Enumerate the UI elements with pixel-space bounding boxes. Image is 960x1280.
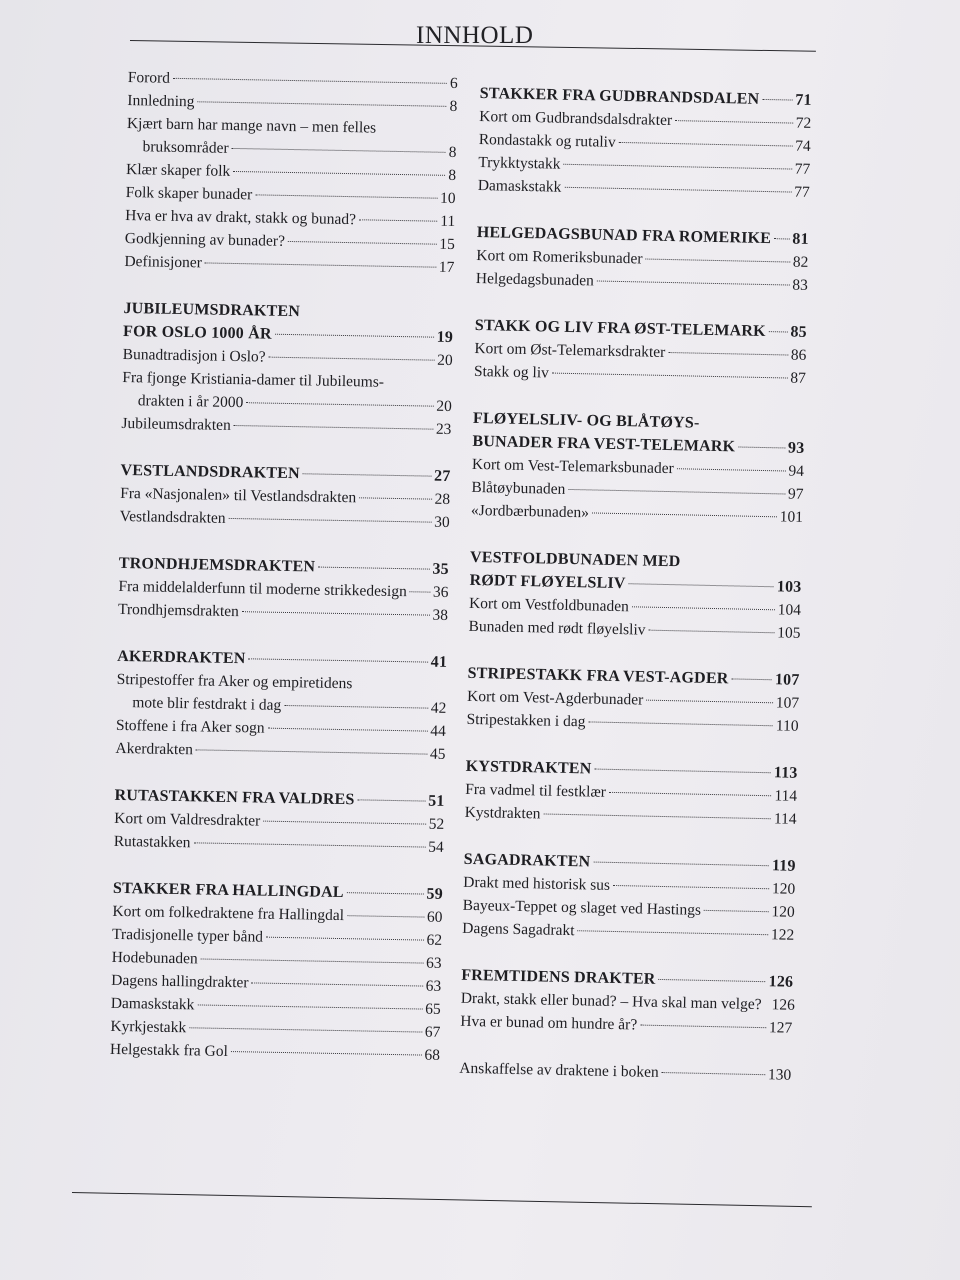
section-page: 19 bbox=[436, 328, 454, 347]
toc-entry-page: 20 bbox=[436, 397, 452, 415]
toc-entry-page: 17 bbox=[438, 258, 455, 277]
dot-leader bbox=[201, 958, 423, 963]
toc-entry-title: Godkjenning av bunader? bbox=[124, 229, 286, 250]
toc-entry-title: Drakt, stakk eller bunad? – Hva skal man velge? bbox=[460, 989, 762, 1014]
section-page: 27 bbox=[433, 467, 451, 485]
section-title: TRONDHJEMSDRAKTEN bbox=[118, 554, 316, 576]
toc-entry-title: Kort om Gudbrandsdalsdrakter bbox=[479, 107, 673, 130]
toc-entry-title: Stripestakken i dag bbox=[466, 710, 586, 731]
dot-leader bbox=[645, 259, 789, 263]
dot-leader bbox=[229, 518, 432, 523]
dot-leader bbox=[563, 164, 791, 170]
toc-entry-page: 63 bbox=[425, 954, 442, 972]
toc-entry-page: 72 bbox=[795, 114, 812, 132]
section-page: 126 bbox=[768, 973, 794, 991]
dot-leader bbox=[189, 1027, 422, 1032]
section-page: 119 bbox=[771, 857, 796, 875]
toc-entry-title-line1: Fra fjonge Kristiania-damer til Jubileums- bbox=[122, 368, 385, 391]
section-title-line1: JUBILEUMSDRAKTEN bbox=[123, 299, 301, 321]
toc-entry-title: Bunadtradisjon i Oslo? bbox=[122, 345, 266, 366]
dot-leader bbox=[594, 769, 770, 774]
dot-leader bbox=[762, 99, 792, 101]
dot-leader bbox=[774, 238, 789, 239]
dot-leader bbox=[552, 373, 788, 379]
toc-entry-page: 114 bbox=[774, 787, 798, 805]
toc-entry-title: Innledning bbox=[127, 91, 195, 111]
section-title: STAKK OG LIV FRA ØST-TELEMARK bbox=[474, 316, 766, 341]
toc-entry-title: Bunaden med rødt fløyelsliv bbox=[468, 617, 646, 639]
toc-entry-page: 30 bbox=[434, 513, 450, 531]
toc-entry-title: mote blir festdrakt i dag bbox=[132, 694, 282, 714]
toc-entry-title-line1: Stripestoffer fra Aker og empiretidens bbox=[116, 670, 353, 693]
toc-entry-page: 36 bbox=[432, 583, 449, 601]
dot-leader bbox=[675, 120, 793, 123]
toc-right-column bbox=[459, 82, 812, 1087]
section-title: BUNADER FRA VEST-TELEMARK bbox=[472, 432, 736, 456]
dot-leader bbox=[677, 468, 786, 471]
section-title: STRIPESTAKK FRA VEST-AGDER bbox=[467, 664, 729, 688]
toc-entry-page: 82 bbox=[792, 253, 809, 271]
toc-entry-page: 68 bbox=[424, 1046, 441, 1064]
toc-entry-page: 110 bbox=[775, 717, 799, 735]
toc-entry-page: 54 bbox=[428, 838, 444, 856]
toc-entry-title: bruksområder bbox=[142, 138, 229, 157]
toc-entry-page: 120 bbox=[771, 880, 796, 898]
dot-leader bbox=[193, 842, 425, 847]
toc-entry-title: Kort om Vest-Agderbunader bbox=[466, 687, 644, 709]
toc-entry-page: 127 bbox=[768, 1019, 793, 1037]
dot-leader bbox=[543, 813, 771, 819]
toc-entry-title: Hva er hva av drakt, stakk og bunad? bbox=[125, 206, 357, 229]
section-title: FOR OSLO 1000 ÅR bbox=[122, 322, 272, 343]
toc-entry-title: Folk skaper bunader bbox=[125, 183, 253, 204]
dot-leader bbox=[205, 262, 436, 267]
section-title: STAKKER FRA HALLINGDAL bbox=[112, 879, 344, 902]
dot-leader bbox=[619, 142, 793, 147]
toc-entry-page: 38 bbox=[432, 606, 449, 624]
bottom-rule bbox=[72, 1192, 812, 1207]
dot-leader bbox=[232, 148, 446, 153]
dot-leader bbox=[173, 78, 447, 84]
dot-leader bbox=[275, 334, 434, 338]
dot-leader bbox=[668, 352, 788, 356]
dot-leader bbox=[564, 187, 791, 193]
toc-entry-title: Vestlandsdrakten bbox=[119, 507, 226, 527]
toc-entry-page: 101 bbox=[779, 508, 804, 526]
dot-leader bbox=[196, 749, 427, 754]
dot-leader bbox=[609, 792, 772, 796]
toc-entry-page: 126 bbox=[771, 996, 796, 1014]
dot-leader bbox=[629, 583, 774, 587]
dot-leader bbox=[613, 885, 769, 889]
toc-entry-title: Helgestakk fra Gol bbox=[109, 1040, 229, 1060]
toc-entry-title: Fra middelalderfunn til moderne strikkedesign bbox=[118, 577, 407, 601]
section-page: 85 bbox=[790, 323, 808, 341]
toc-entry-title: Rondastakk og rutaliv bbox=[478, 130, 616, 151]
dot-leader bbox=[231, 1051, 422, 1055]
dot-leader bbox=[255, 194, 437, 198]
dot-leader bbox=[242, 611, 430, 615]
toc-entry-page: 11 bbox=[440, 212, 456, 231]
toc-entry-page: 28 bbox=[434, 490, 451, 508]
toc-entry-page: 77 bbox=[794, 183, 810, 201]
toc-entry-page: 52 bbox=[428, 815, 445, 833]
dot-leader bbox=[318, 567, 429, 570]
dot-leader bbox=[268, 728, 428, 732]
toc-entry-page: 120 bbox=[771, 903, 795, 921]
toc-entry-title: Kort om folkedraktene fra Hallingdal bbox=[112, 902, 345, 925]
dot-leader bbox=[578, 930, 768, 935]
dot-leader bbox=[347, 892, 424, 894]
toc-entry-title: Drakt med historisk sus bbox=[463, 873, 611, 894]
section-title-line1: FLØYELSLIV- OG BLÅTØYS- bbox=[472, 409, 700, 432]
toc-entry-page: 65 bbox=[425, 1000, 441, 1018]
section-title: HELGEDAGSBUNAD FRA ROMERIKE bbox=[476, 223, 772, 248]
toc-entry-title: Kort om Romeriksbunader bbox=[476, 246, 643, 268]
toc-entry-title: Hodebunaden bbox=[111, 948, 198, 968]
toc-entry-page: 94 bbox=[788, 462, 805, 480]
toc-entry-page: 45 bbox=[429, 745, 446, 763]
section-page: 41 bbox=[430, 653, 448, 671]
toc-entry-page: 42 bbox=[430, 699, 447, 717]
toc-entry-page: 62 bbox=[426, 931, 443, 949]
toc-entry-title: drakten i år 2000 bbox=[137, 392, 244, 412]
toc-entry-page: 97 bbox=[787, 485, 804, 503]
section-page: 59 bbox=[426, 885, 444, 903]
dot-leader bbox=[359, 497, 431, 499]
toc-entry-title: Blåtøybunaden bbox=[471, 478, 566, 498]
section-title: RØDT FLØYELSLIV bbox=[469, 571, 626, 593]
section-title: AKERDRAKTEN bbox=[117, 647, 246, 668]
toc-entry-page: 83 bbox=[792, 276, 808, 294]
dot-leader bbox=[252, 982, 423, 986]
toc-entry-page: 6 bbox=[449, 74, 458, 93]
toc-entry-page: 114 bbox=[773, 810, 797, 828]
toc-entry-page: 8 bbox=[448, 143, 457, 162]
toc-entry-page: 63 bbox=[425, 977, 442, 995]
dot-leader bbox=[288, 241, 436, 245]
dot-leader bbox=[659, 979, 766, 982]
page-title: INNHOLD bbox=[416, 22, 534, 49]
toc-entry-title: «Jordbærbunaden» bbox=[470, 501, 590, 522]
dot-leader bbox=[347, 915, 424, 917]
dot-leader bbox=[588, 721, 772, 726]
toc-left-column bbox=[110, 66, 458, 1067]
section-page: 113 bbox=[773, 764, 798, 782]
toc-entry-page: 23 bbox=[435, 420, 452, 438]
dot-leader bbox=[266, 937, 424, 941]
dot-leader bbox=[568, 489, 785, 495]
toc-entry-title: Kort om Valdresdrakter bbox=[114, 809, 261, 830]
dot-leader bbox=[197, 1004, 422, 1009]
dot-leader bbox=[358, 799, 426, 801]
toc-entry-title: Trondhjemsdrakten bbox=[117, 600, 240, 621]
toc-entry-page: 8 bbox=[449, 97, 458, 116]
toc-entry-title-line1: Kjært barn har mange navn – men felles bbox=[126, 114, 377, 137]
dot-leader bbox=[738, 446, 785, 448]
dot-leader bbox=[233, 171, 445, 176]
toc-entry-title: Tradisjonelle typer bånd bbox=[111, 925, 264, 946]
toc-entry-page: 86 bbox=[790, 346, 807, 364]
toc-entry-title: Kort om Vestfoldbunaden bbox=[468, 594, 630, 616]
toc-entry-title: Hva er bunad om hundre år? bbox=[460, 1012, 638, 1034]
dot-leader bbox=[410, 591, 430, 592]
toc-entry-title: Akerdrakten bbox=[115, 739, 194, 759]
dot-leader bbox=[704, 910, 769, 912]
toc-entry-title: Damaskstakk bbox=[477, 176, 562, 196]
section-title: FREMTIDENS DRAKTER bbox=[461, 966, 656, 988]
dot-leader bbox=[198, 101, 447, 107]
toc-entry-title: Klær skaper folk bbox=[125, 160, 231, 180]
section-page: 51 bbox=[428, 792, 445, 810]
toc-entry[interactable] bbox=[110, 1038, 440, 1067]
toc-entry-page: 105 bbox=[777, 624, 801, 642]
section-page: 93 bbox=[787, 439, 805, 457]
toc-entry-page: 107 bbox=[775, 694, 800, 712]
toc-entry-page: 74 bbox=[795, 137, 811, 155]
toc-entry-title: Stoffene i fra Aker sogn bbox=[115, 716, 265, 737]
toc-entry-title: Stakk og liv bbox=[473, 362, 550, 382]
section-page: 71 bbox=[795, 91, 812, 109]
toc-entry-page: 60 bbox=[426, 908, 443, 926]
dot-leader bbox=[769, 331, 788, 332]
toc-entry-title: Forord bbox=[127, 68, 171, 87]
dot-leader bbox=[732, 678, 772, 680]
section-title: VESTLANDSDRAKTEN bbox=[120, 461, 300, 483]
toc-entry-page: 8 bbox=[448, 166, 457, 185]
toc-entry-page: 44 bbox=[430, 722, 447, 740]
toc-entry-page: 77 bbox=[794, 160, 811, 178]
dot-leader bbox=[648, 630, 774, 634]
toc-entry-title: Rutastakken bbox=[113, 832, 191, 852]
section-title: SAGADRAKTEN bbox=[463, 850, 591, 871]
toc-entry-page: 10 bbox=[439, 189, 456, 208]
toc-entry-title: Kyrkjestakk bbox=[110, 1017, 187, 1037]
toc-entry-title: Dagens Sagadrakt bbox=[462, 919, 575, 940]
toc-entry-title: Dagens hallingdrakter bbox=[111, 971, 249, 992]
dot-leader bbox=[359, 219, 437, 221]
toc-entry-page: 122 bbox=[770, 926, 795, 944]
dot-leader bbox=[246, 402, 433, 406]
dot-leader bbox=[632, 606, 775, 610]
section-page: 103 bbox=[776, 578, 802, 596]
toc-entry-title: Anskaffelse av draktene i boken bbox=[459, 1059, 659, 1081]
dot-leader bbox=[593, 862, 769, 867]
toc-entry-page: 15 bbox=[439, 235, 455, 254]
section-page: 81 bbox=[792, 230, 809, 248]
section-page: 35 bbox=[432, 560, 449, 578]
section-page: 107 bbox=[774, 671, 800, 689]
section-title: STAKKER FRA GUDBRANDSDALEN bbox=[479, 84, 760, 108]
dot-leader bbox=[597, 280, 790, 285]
toc-entry-page: 104 bbox=[777, 601, 802, 619]
toc-entry-title: Definisjoner bbox=[124, 252, 203, 272]
dot-leader bbox=[640, 1025, 766, 1029]
toc-entry-title: Damaskstakk bbox=[110, 994, 195, 1014]
section-title: KYSTDRAKTEN bbox=[465, 757, 592, 778]
toc-entry-title: Fra vadmel til festklær bbox=[465, 780, 607, 801]
toc-entry-title: Helgedagsbunaden bbox=[475, 269, 594, 290]
toc-entry-title: Kystdrakten bbox=[464, 803, 541, 823]
dot-leader bbox=[284, 705, 428, 709]
dot-leader bbox=[234, 425, 433, 430]
section-title-line1: VESTFOLDBUNADEN MED bbox=[469, 548, 681, 571]
dot-leader bbox=[263, 821, 425, 825]
dot-leader bbox=[662, 1072, 765, 1075]
toc-entry-title: Bayeux-Teppet og slaget ved Hastings bbox=[462, 896, 702, 919]
toc-entry-page: 87 bbox=[790, 369, 807, 387]
toc-entry-title: Jubileumsdrakten bbox=[121, 414, 231, 434]
toc-entry-title: Kort om Øst-Telemarksdrakter bbox=[474, 339, 666, 361]
toc-entry-title: Fra «Nasjonalen» til Vestlandsdrakten bbox=[120, 484, 357, 507]
dot-leader bbox=[646, 700, 773, 704]
dot-leader bbox=[303, 473, 431, 476]
dot-leader bbox=[269, 357, 435, 361]
dot-leader bbox=[249, 658, 428, 662]
toc-entry-title: Kort om Vest-Telemarksbunader bbox=[471, 455, 674, 478]
toc-entry-page: 20 bbox=[437, 351, 453, 369]
toc-entry-page: 67 bbox=[424, 1023, 441, 1041]
toc-entry-page: 130 bbox=[767, 1066, 792, 1084]
dot-leader bbox=[592, 512, 777, 517]
section-title: RUTASTAKKEN FRA VALDRES bbox=[114, 786, 355, 809]
toc-entry-title: Trykktystakk bbox=[478, 153, 561, 173]
